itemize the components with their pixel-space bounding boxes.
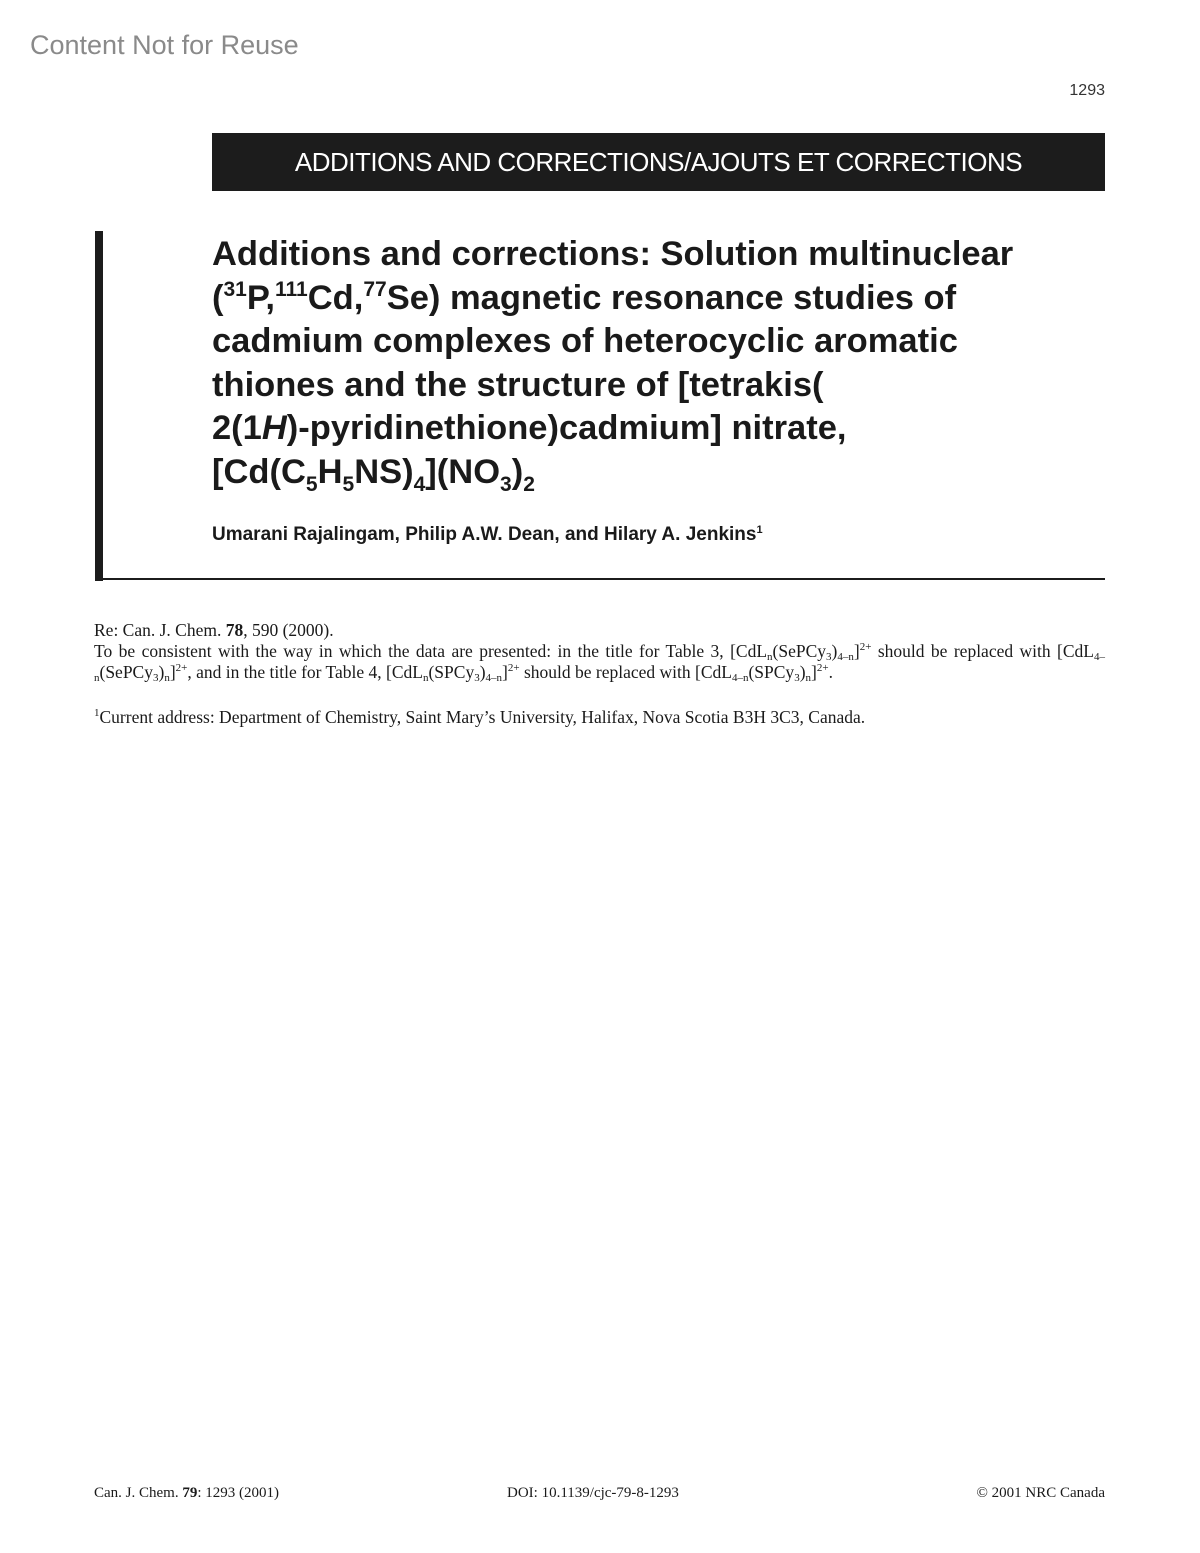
title-line-1: Additions and corrections: Solution multinuclear [212, 235, 1014, 273]
section-banner [212, 133, 1105, 191]
author-list: Umarani Rajalingam, Philip A.W. Dean, and Hilary A. Jenkins$^1$ [212, 524, 763, 545]
footer-copyright: © 2001 NRC Canada [976, 1485, 1105, 1501]
watermark: Content Not for Reuse [30, 30, 299, 60]
section-banner-label: ADDITIONS AND CORRECTIONS/AJOUTS ET CORRECTIONS [294, 146, 1023, 177]
title-line-4: thiones and the structure of [tetrakis( [212, 365, 824, 404]
footnote-mark: 1 [94, 707, 100, 719]
title-formula: $[Cd(C_5H_5NS)_4](NO_3)_2$ [212, 452, 535, 496]
title-line-5: 2(1H)-pyridinethione)cadmium] nitrate, [212, 409, 847, 447]
title-line-3: cadmium complexes of heterocyclic aromatic [212, 322, 958, 360]
correction-paragraph: To be consistent with the way in which the data are presented: in the title for Table 3, $[CdL_n(SePCy_3)_{4-n}]^{2+}$ should be replaced with $[CdL_{4-n}(SePCy_3)_n]^{2+}$, and in the title for Table 4, $[CdL_n(SPCy_3)_{4-n}]^{2+}$ should be replaced with $[CdL_{4-n}(SPCy_3)_n]^{2+}$. [94, 641, 1105, 684]
title-line-2: ($^{31}$P,$^{111}$Cd,$^{77}$Se) magnetic resonance studies of [212, 277, 957, 317]
footnote-text: Current address: Department of Chemistry, Saint Mary’s University, Halifax, Nova Scotia B3H 3C3, Canada. [99, 707, 866, 727]
reference-line: Re: Can. J. Chem. 78, 590 (2000). [94, 620, 334, 640]
page-number: 1293 [1069, 82, 1105, 99]
footnote [94, 707, 1105, 728]
title-block-left-rule [95, 231, 103, 581]
author-footnote-mark: 1 [756, 524, 763, 536]
title-block-bottom-rule [95, 578, 1105, 580]
footer-doi: DOI: 10.1139/cjc-79-8-1293 [507, 1485, 679, 1501]
footer-citation: Can. J. Chem. 79: 1293 (2001) [94, 1485, 280, 1501]
correction-body [94, 620, 1105, 683]
article-title [212, 233, 1102, 494]
